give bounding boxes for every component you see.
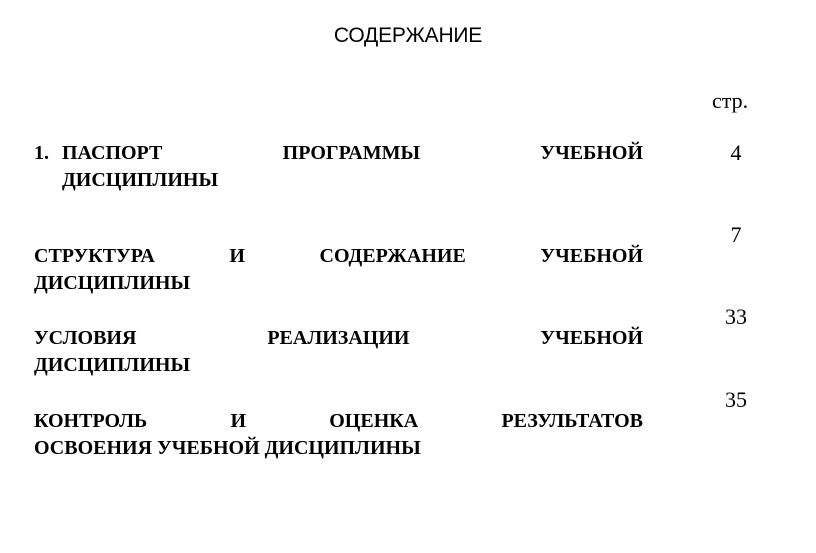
toc-entry-line <box>34 408 643 435</box>
toc-entry-word: ОЦЕНКА <box>329 410 419 432</box>
toc-entry-word: И <box>229 245 245 267</box>
toc-entry-page: 35 <box>725 387 747 412</box>
toc-entry-line: ДИСЦИПЛИНЫ <box>62 169 219 191</box>
toc-entry-word: РЕЗУЛЬТАТОВ <box>501 410 643 432</box>
toc-entry-word: ПРОГРАММЫ <box>282 142 421 164</box>
toc-entry-page: 4 <box>730 140 742 165</box>
toc-entry-line: ДИСЦИПЛИНЫ <box>34 354 191 376</box>
toc-entry-word: УЧЕБНОЙ <box>540 245 643 267</box>
toc-entry-line: ДИСЦИПЛИНЫ <box>34 272 191 294</box>
toc-entry-word: РЕАЛИЗАЦИИ <box>267 327 410 349</box>
toc-entry-page: 7 <box>730 222 742 247</box>
toc-entry-line <box>34 243 643 270</box>
toc-entry <box>34 408 643 462</box>
toc-entry-word: ПАСПОРТ <box>62 142 163 164</box>
toc-entry-number: 1. <box>34 142 49 164</box>
toc-entry-line <box>62 140 643 167</box>
document-title: СОДЕРЖАНИЕ <box>333 24 483 47</box>
toc-entry-word: КОНТРОЛЬ <box>34 410 148 432</box>
toc-entry-page: 33 <box>725 304 747 329</box>
toc-entry-line <box>34 325 643 352</box>
toc-entry-word: УЧЕБНОЙ <box>540 142 643 164</box>
toc-entry-word: УСЛОВИЯ <box>34 327 137 349</box>
toc-entry <box>34 325 643 379</box>
toc-entry-word: И <box>230 410 247 432</box>
toc-entry-word: УЧЕБНОЙ <box>540 327 643 349</box>
toc-entry <box>34 243 643 297</box>
page-column-label: стр. <box>712 88 749 113</box>
toc-entry-line: ОСВОЕНИЯ УЧЕБНОЙ ДИСЦИПЛИНЫ <box>34 437 421 459</box>
toc-entry-word: СТРУКТУРА <box>34 245 155 267</box>
toc-entry <box>62 140 643 194</box>
toc-entry-word: СОДЕРЖАНИЕ <box>319 245 466 267</box>
